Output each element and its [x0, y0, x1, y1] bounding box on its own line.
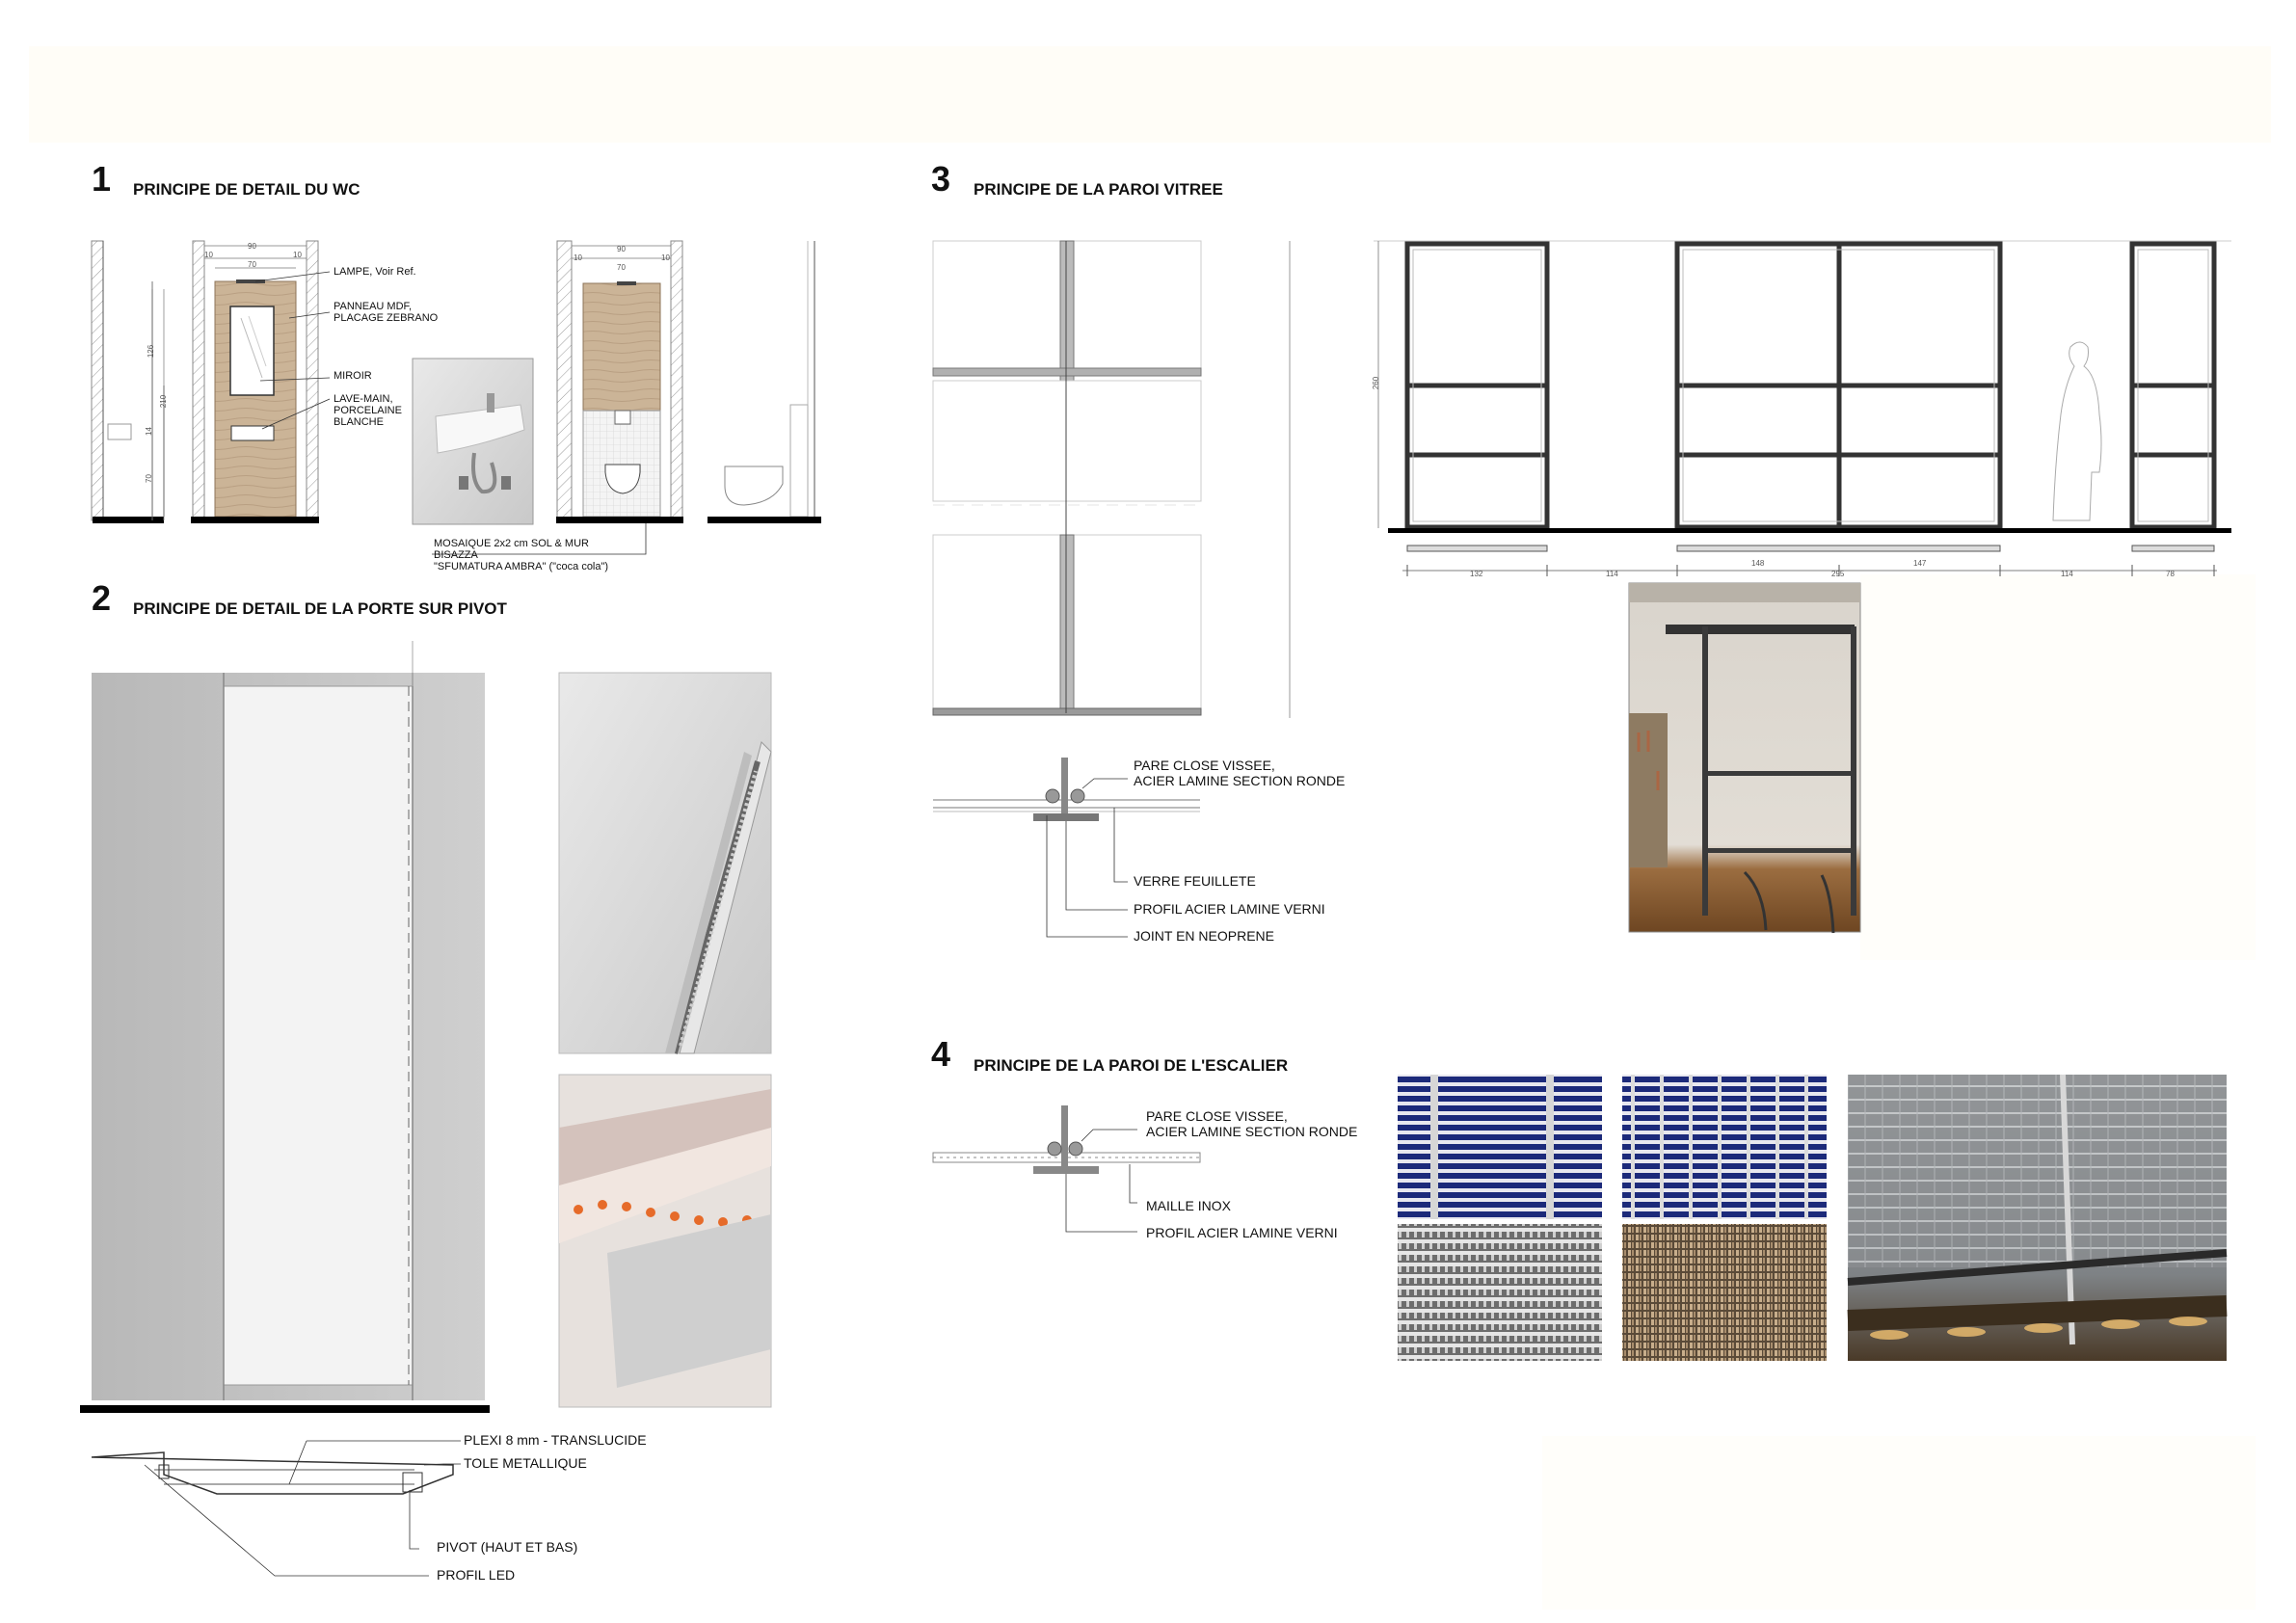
mesh-sample-blue-1	[1398, 1075, 1602, 1219]
dim-114-b: 114	[2061, 570, 2073, 578]
glass-wall-elevation	[1374, 241, 2231, 576]
dim-mid-1: 70	[248, 260, 256, 269]
label-lampe: LAMPE, Voir Ref.	[334, 266, 416, 278]
dim-height: 260	[1372, 376, 1381, 390]
led-profile-photo-2	[559, 1075, 771, 1407]
dim-147: 147	[1913, 559, 1927, 568]
label-tole: TOLE METALLIQUE	[464, 1455, 587, 1471]
wc-elevation-1	[191, 241, 319, 523]
label-verre: VERRE FEUILLETE	[1134, 873, 1256, 889]
label-panneau-line2: PLACAGE ZEBRANO	[334, 312, 439, 324]
label-mosaique-line3: "SFUMATURA AMBRA" ("coca cola")	[434, 561, 609, 572]
section-3-number: 3	[931, 159, 951, 199]
dim-right-2: 10	[661, 253, 670, 262]
label-pare-close-4-line1: PARE CLOSE VISSEE,	[1146, 1108, 1288, 1124]
dim-v1: 126	[147, 344, 156, 359]
label-profil-led: PROFIL LED	[437, 1567, 516, 1583]
dim-132: 132	[1470, 570, 1483, 578]
section-1-number: 1	[92, 159, 112, 199]
mesh-sample-blue-2	[1622, 1075, 1827, 1219]
label-pare-close-3-line2: ACIER LAMINE SECTION RONDE	[1134, 773, 1346, 788]
dim-left-2: 10	[574, 253, 582, 262]
section-3-title: PRINCIPE DE LA PAROI VITREE	[974, 180, 1223, 199]
dim-right-1: 10	[293, 251, 302, 259]
dim-v4: 70	[144, 474, 153, 483]
mesh-sample-silver	[1398, 1224, 1602, 1361]
dim-114-a: 114	[1606, 570, 1618, 578]
dim-v2: 210	[159, 394, 169, 409]
wc-section-right	[707, 241, 821, 523]
label-profil-4: PROFIL ACIER LAMINE VERNI	[1146, 1225, 1338, 1240]
mesh-sample-bronze	[1622, 1224, 1827, 1361]
glass-wall-photo	[1629, 583, 1860, 933]
dim-295: 295	[1831, 570, 1845, 578]
pivot-door-elevation	[80, 641, 490, 1413]
label-mosaique-line2: BISAZZA	[434, 549, 478, 561]
section-1-title: PRINCIPE DE DETAIL DU WC	[133, 180, 360, 199]
label-mosaique-line1: MOSAIQUE 2x2 cm SOL & MUR	[434, 538, 589, 549]
basin-photo	[413, 359, 533, 524]
dim-left-1: 10	[204, 251, 213, 259]
label-miroir: MIROIR	[334, 370, 372, 382]
label-maille: MAILLE INOX	[1146, 1198, 1231, 1213]
label-pivot: PIVOT (HAUT ET BAS)	[437, 1539, 578, 1555]
dim-mid-2: 70	[617, 263, 626, 272]
label-profil-3: PROFIL ACIER LAMINE VERNI	[1134, 901, 1325, 917]
glass-wall-detail	[933, 241, 1290, 718]
wc-elevation-2	[556, 241, 683, 523]
dim-78: 78	[2166, 570, 2175, 578]
led-profile-photo-1	[559, 673, 771, 1053]
label-panneau-line1: PANNEAU MDF,	[334, 301, 413, 312]
dim-v3: 14	[144, 427, 153, 436]
section-2-title: PRINCIPE DE DETAIL DE LA PORTE SUR PIVOT	[133, 599, 507, 618]
dim-total-2: 90	[617, 245, 626, 253]
section-4-title: PRINCIPE DE LA PAROI DE L'ESCALIER	[974, 1056, 1289, 1075]
section-4-number: 4	[931, 1034, 951, 1074]
dim-148: 148	[1751, 559, 1765, 568]
label-lavemain-line3: BLANCHE	[334, 416, 384, 428]
label-plexi: PLEXI 8 mm - TRANSLUCIDE	[464, 1432, 647, 1448]
label-pare-close-4-line2: ACIER LAMINE SECTION RONDE	[1146, 1124, 1358, 1139]
section-2-number: 2	[92, 578, 112, 618]
label-lavemain-line2: PORCELAINE	[334, 405, 402, 416]
dim-total-1: 90	[248, 242, 256, 251]
pivot-door-section	[92, 1441, 461, 1576]
stair-wall-photo	[1848, 1075, 2227, 1361]
label-joint: JOINT EN NEOPRENE	[1134, 928, 1274, 944]
label-pare-close-3-line1: PARE CLOSE VISSEE,	[1134, 758, 1275, 773]
label-lavemain-line1: LAVE-MAIN,	[334, 393, 393, 405]
